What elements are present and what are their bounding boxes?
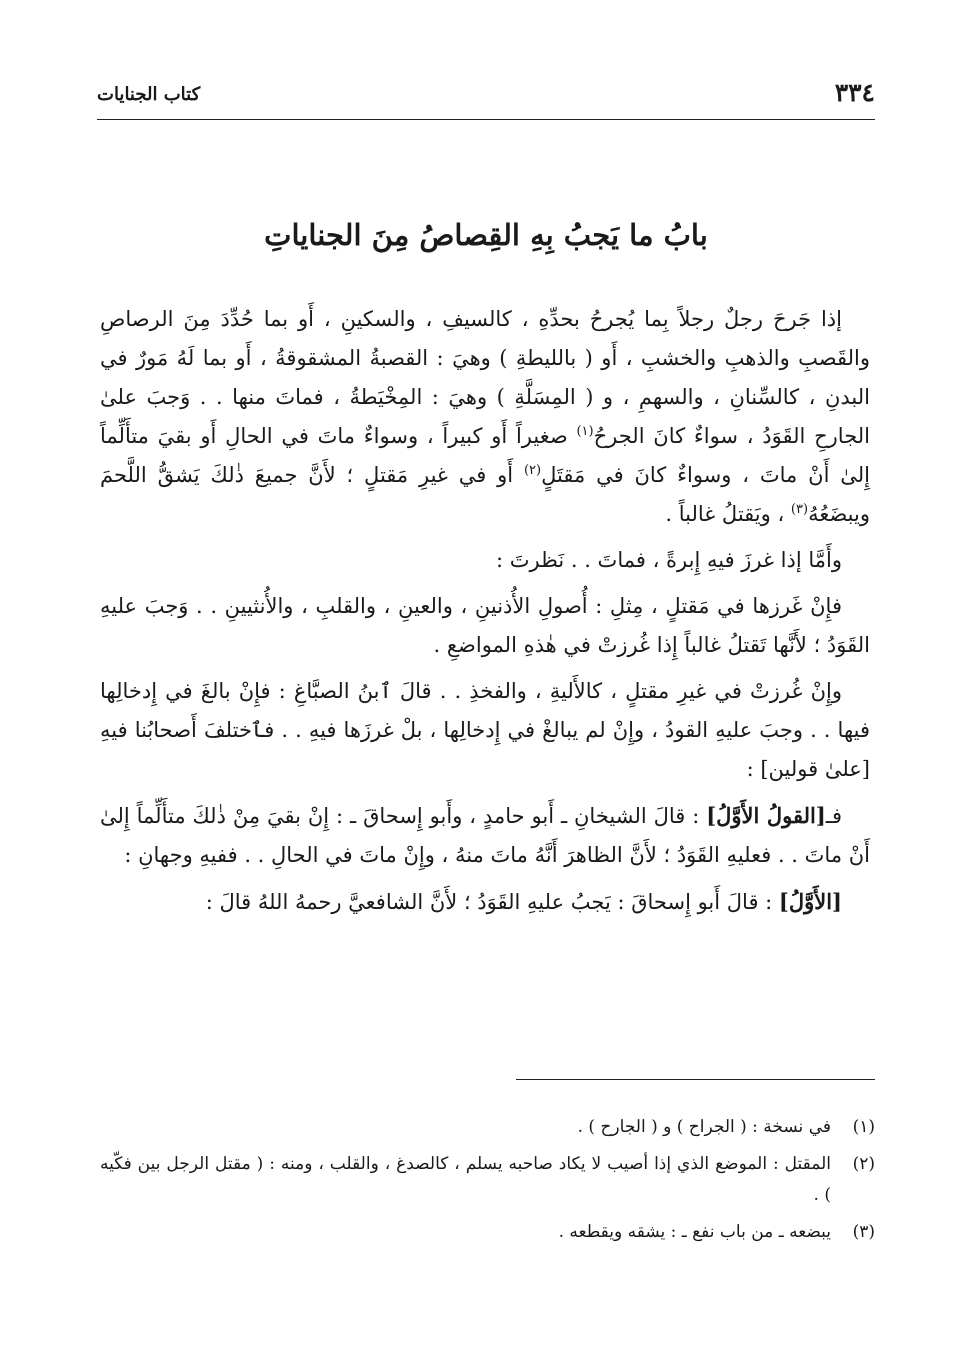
paragraph-prefix: فـ: [825, 804, 842, 828]
paragraph-text: صغيراً أَو كبيراً ، وسواءٌ ماتَ في الحالِ أَو بقيَ متأَلِّماً إِلىٰ أَنْ ماتَ ، وسواءٌ كانَ في مَقتَلٍ: [100, 424, 870, 487]
paragraph-text: أَو في غيرِ مَقتلٍ ؛ لأَنَّ جميعَ ذٰلكَ يَشقُّ اللَّحمَ ويبضَعُهُ: [100, 463, 870, 526]
footnote: [100, 1112, 875, 1143]
footnote-text: يبضعه ـ من باب نفع ـ : يشقه ويقطعه .: [558, 1222, 831, 1242]
footnote-number: (١): [852, 1117, 875, 1137]
footnote-text: في نسخة : ( الجراح ) و ( الجارح ) .: [577, 1117, 831, 1137]
footnote-marker: (٢): [523, 463, 542, 478]
section-label: [الأَوَّلُ]: [778, 889, 842, 914]
footnotes: [100, 1112, 875, 1254]
paragraph: [100, 300, 870, 534]
chapter-title: بابُ ما يَجبُ بِهِ القِصاصُ مِنَ الجناياتِ: [264, 218, 708, 252]
footnote: [100, 1149, 875, 1211]
running-title: كتاب الجنايات: [97, 84, 201, 105]
main-text: [100, 300, 870, 929]
section-label: [القولُ الأَوَّلُ]: [706, 803, 826, 828]
paragraph-text: إذا جَرحَ رجلٌ رجلاً بِما يُجرحُ بحدِّهِ ، كالسيفِ ، والسكينِ ، أَو بما حُدِّدَ مِنَ الرصاصِ والقَصبِ والذهبِ والخشبِ ، أَو ( بالليطةِ ) وهيَ : القصبةُ المشقوقةُ ، أَو بما لَهُ مَورٌ في البدنِ ، كالسِّنانِ ، والسهمِ ، و ( المِسَلَّةِ ) وهيَ : المِخْيَطةُ ، فماتَ منها . . وَجبَ علىٰ الجارحِ القَوَدُ ، سواءٌ كانَ الجرحُ: [100, 307, 870, 448]
paragraph-text: : قالَ أَبو إِسحاقَ : يَجبُ عليهِ القَوَدُ ؛ لأَنَّ الشافعيَّ رحمهُ اللهُ قالَ :: [205, 890, 779, 914]
footnote-number: (٢): [852, 1154, 875, 1174]
footnote-text: المقتل : الموضع الذي إذا أصيب لا يكاد صاحبه يسلم ، كالصدغ ، والقلب ، ومنه : ( مقتل الرجل بين فكّيه ) .: [100, 1154, 831, 1205]
footnote-marker: (٣): [790, 502, 809, 517]
paragraph-text: ، ويَقتلُ غالباً .: [665, 502, 791, 526]
paragraph: [100, 882, 870, 922]
header-divider: [97, 119, 875, 120]
paragraph: [100, 796, 870, 875]
footnote: [100, 1217, 875, 1248]
footnote-number: (٣): [852, 1222, 875, 1242]
page-header: [97, 78, 875, 116]
paragraph: فإِنْ غَرزها في مَقتلٍ ، مِثلِ : أُصولِ الأُذنينِ ، والعينِ ، والقلبِ ، والأُنثيينِ . . وَجبَ عليهِ القَوَدُ ؛ لأَنَّها تَقتلُ غالباً إِذا غُرزتْ في هٰذهِ المواضعِ .: [100, 594, 870, 657]
footnote-marker: (١): [576, 424, 594, 439]
paragraph: وإِنْ غُرزتْ في غيرِ مقتلٍ ، كالأَليةِ ، والفخذِ . . قالَ ٱبنُ الصبَّاغِ : فإِنْ بالغَ في إِدخالِها فيها . . وجبَ عليهِ القودُ ، وإِنْ لم يبالغْ في إِدخالِها ، بلْ غرزَها فيهِ . . فٱختلفَ أَصحابُنا فيهِ [علىٰ قولين] :: [100, 679, 870, 781]
footnote-divider: [516, 1079, 875, 1080]
page-number: ٣٣٤: [834, 78, 875, 107]
paragraph: وأَمَّا إذا غرزَ فيهِ إِبرةً ، فماتَ . . نَظرتَ :: [496, 548, 842, 572]
paragraph-text: : قالَ الشيخانِ ـ أَبو حامدٍ ، وأَبو إِسحاقَ ـ : إِنْ بقيَ مِنْ ذٰلكَ متأَلِّماً إِلىٰ أَنْ ماتَ . . فعليهِ القَوَدُ ؛ لأَنَّ الظاهرَ أَنَّهُ ماتَ منهُ ، وإِنْ ماتَ في الحالِ . . ففيهِ وجهانِ :: [100, 804, 870, 867]
